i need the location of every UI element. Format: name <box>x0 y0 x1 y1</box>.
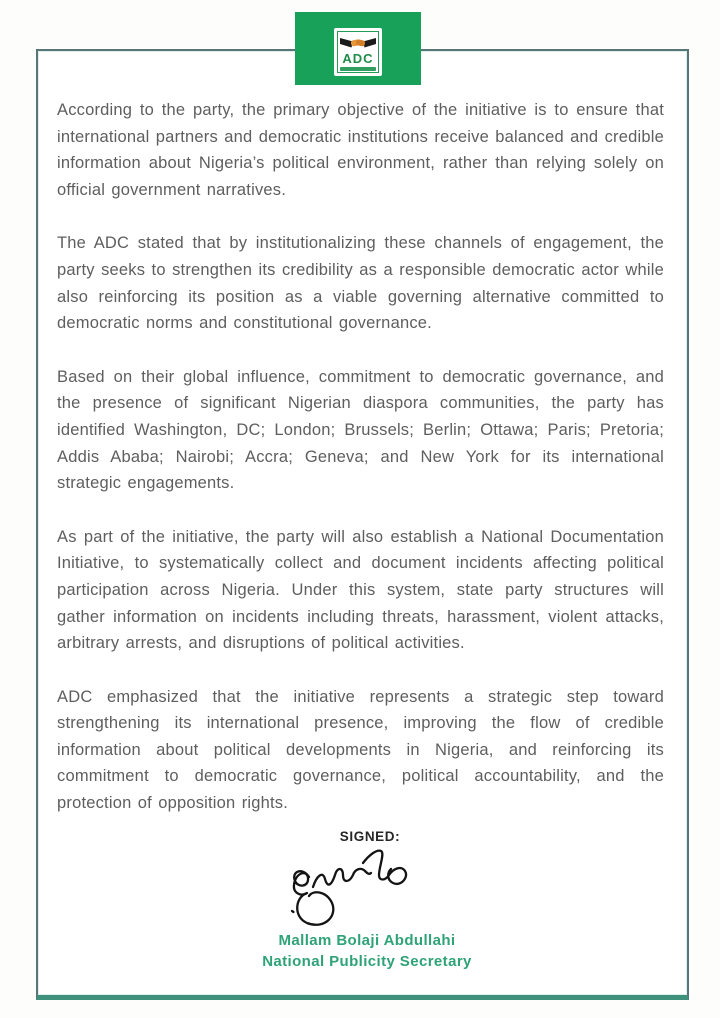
header-logo-banner <box>295 12 421 85</box>
adc-logo <box>334 28 382 76</box>
signatory-title: National Publicity Secretary <box>262 953 472 970</box>
body-paragraph: Based on their global influence, commitment to democratic governance, and the presence of significant Nigerian diaspora communities, the party has identified Washington, DC; London; Brussels; Berlin; Ottawa; Paris; Pretoria; Addis Ababa; Nairobi; Accra; Geneva; and New York for its international strategic engagements. <box>57 367 664 493</box>
body-paragraph: ADC emphasized that the initiative represents a strategic step toward strengthening its international presence, improving the flow of credible information about political developments in Nigeria, and reinforcing its commitment to democratic governance, political accountability, and the protection of opposition rights. <box>57 687 664 813</box>
adc-logo-name-strip <box>340 67 376 71</box>
signatory-name: Mallam Bolaji Abdullahi <box>278 932 456 949</box>
document-body <box>57 97 664 844</box>
adc-logo-acronym: ADC <box>342 50 374 66</box>
handshake-icon <box>339 35 377 51</box>
body-paragraph: The ADC stated that by institutionalizing these channels of engagement, the party seeks to strengthen its credibility as a responsible democratic actor while also reinforcing its position as a viable governing alternative committed to democratic norms and constitutional governance. <box>57 234 664 333</box>
signature-image <box>283 843 413 931</box>
body-paragraph: As part of the initiative, the party will also establish a National Documentation Initiative, to systematically collect and document incidents affecting political participation across Nigeria. Under this system, state party structures will gather information on incidents including threats, harassment, violent attacks, arbitrary arrests, and disruptions of political activities. <box>57 527 664 653</box>
body-paragraph: According to the party, the primary objective of the initiative is to ensure that international partners and democratic institutions receive balanced and credible information about Nigeria’s political environment, rather than relying solely on official government narratives. <box>57 101 664 199</box>
signed-label: SIGNED: <box>339 829 401 844</box>
